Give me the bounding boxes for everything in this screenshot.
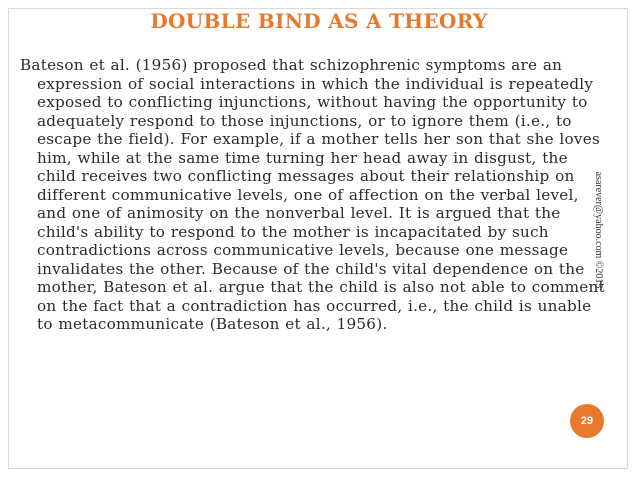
author-credit: asarever@yahoo.com ©2013 [593,171,604,289]
page-number-badge: 29 [570,404,604,438]
slide-title: DOUBLE BIND AS A THEORY [150,9,488,33]
slide-body-text: Bateson et al. (1956) proposed that schizophrenic symptoms are an expression of social interactions in which the individual is repeatedly exposed to conflicting injunctions, without having the opportunity to adequately respond to those injunctions, or to ignore them (i.e., to escape the field). For example, if a mother tells her son that she loves him, while at the same time turning her head away in disgust, the child receives two conflicting messages about their relationship on different communicative levels, one of affection on the verbal level, and one of animosity on the nonverbal level. It is argued that the child's ability to respond to the mother is incapacitated by such contradictions across communicative levels, because one message invalidates the other. Because of the child's vital dependence on the mother, Bateson et al. argue that the child is also not able to comment on the fact that a contradiction has occurred, i.e., the child is unable to metacommunicate (Bateson et al., 1956). [20,56,605,333]
